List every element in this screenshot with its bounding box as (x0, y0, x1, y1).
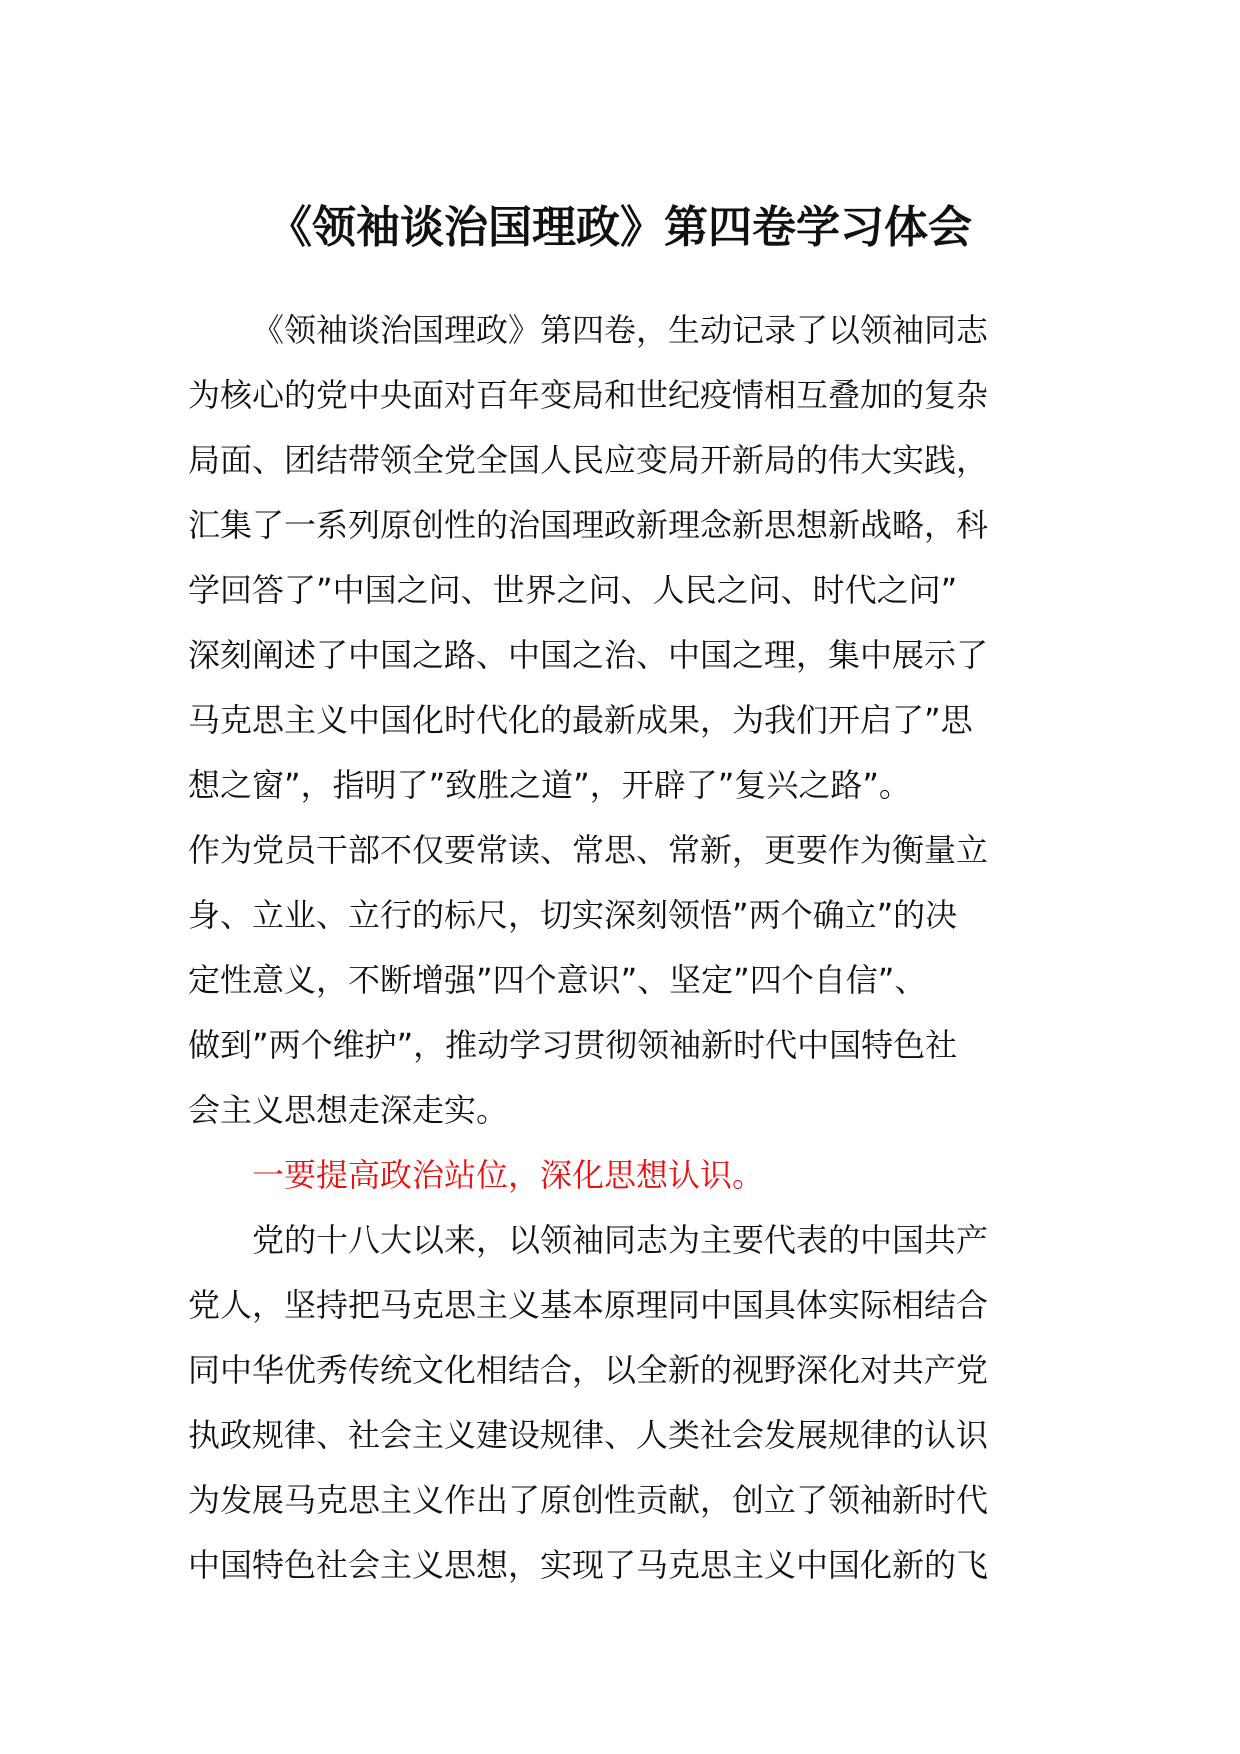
paragraph-line: 为发展马克思主义作出了原创性贡献，创立了领袖新时代 (188, 1481, 989, 1519)
paragraph-line: 做到”两个维护”，推动学习贯彻领袖新时代中国特色社 (188, 1026, 958, 1064)
paragraph-line: 作为党员干部不仅要常读、常思、常新，更要作为衡量立 (188, 831, 989, 869)
paragraph-line: 汇集了一系列原创性的治国理政新理念新思想新战略，科 (188, 506, 989, 544)
document-body (188, 298, 1058, 1598)
section-heading: 一要提高政治站位，深化思想认识。 (252, 1156, 765, 1194)
paragraph-line: 马克思主义中国化时代化的最新成果，为我们开启了”思 (188, 701, 973, 739)
paragraph-line: 身、立业、立行的标尺，切实深刻领悟”两个确立”的决 (188, 896, 958, 934)
paragraph-line: 中国特色社会主义思想，实现了马克思主义中国化新的飞 (188, 1546, 989, 1584)
paragraph-line: 想之窗”，指明了”致胜之道”，开辟了”复兴之路”。 (188, 766, 911, 804)
paragraph-line: 深刻阐述了中国之路、中国之治、中国之理，集中展示了 (188, 636, 989, 674)
paragraph-line: 学回答了”中国之问、世界之问、人民之问、时代之问” (188, 571, 958, 609)
paragraph-line: 为核心的党中央面对百年变局和世纪疫情相互叠加的复杂 (188, 376, 989, 414)
paragraph-line: 局面、团结带领全党全国人民应变局开新局的伟大实践， (188, 441, 989, 479)
paragraph-line: 党的十八大以来，以领袖同志为主要代表的中国共产 (252, 1221, 989, 1259)
paragraph-line: 定性意义，不断增强”四个意识”、坚定”四个自信”、 (188, 961, 927, 999)
paragraph-line: 会主义思想走深走实。 (188, 1091, 509, 1129)
paragraph-1 (188, 298, 1058, 1143)
paragraph-line: 同中华优秀传统文化相结合，以全新的视野深化对共产党 (188, 1351, 989, 1389)
paragraph-2 (188, 1208, 1058, 1598)
paragraph-line: 党人，坚持把马克思主义基本原理同中国具体实际相结合 (188, 1286, 989, 1324)
paragraph-line: 执政规律、社会主义建设规律、人类社会发展规律的认识 (188, 1416, 989, 1454)
paragraph-line: 《领袖谈治国理政》第四卷，生动记录了以领袖同志 (252, 311, 989, 349)
document-title: 《领袖谈治国理政》第四卷学习体会 (268, 202, 972, 253)
